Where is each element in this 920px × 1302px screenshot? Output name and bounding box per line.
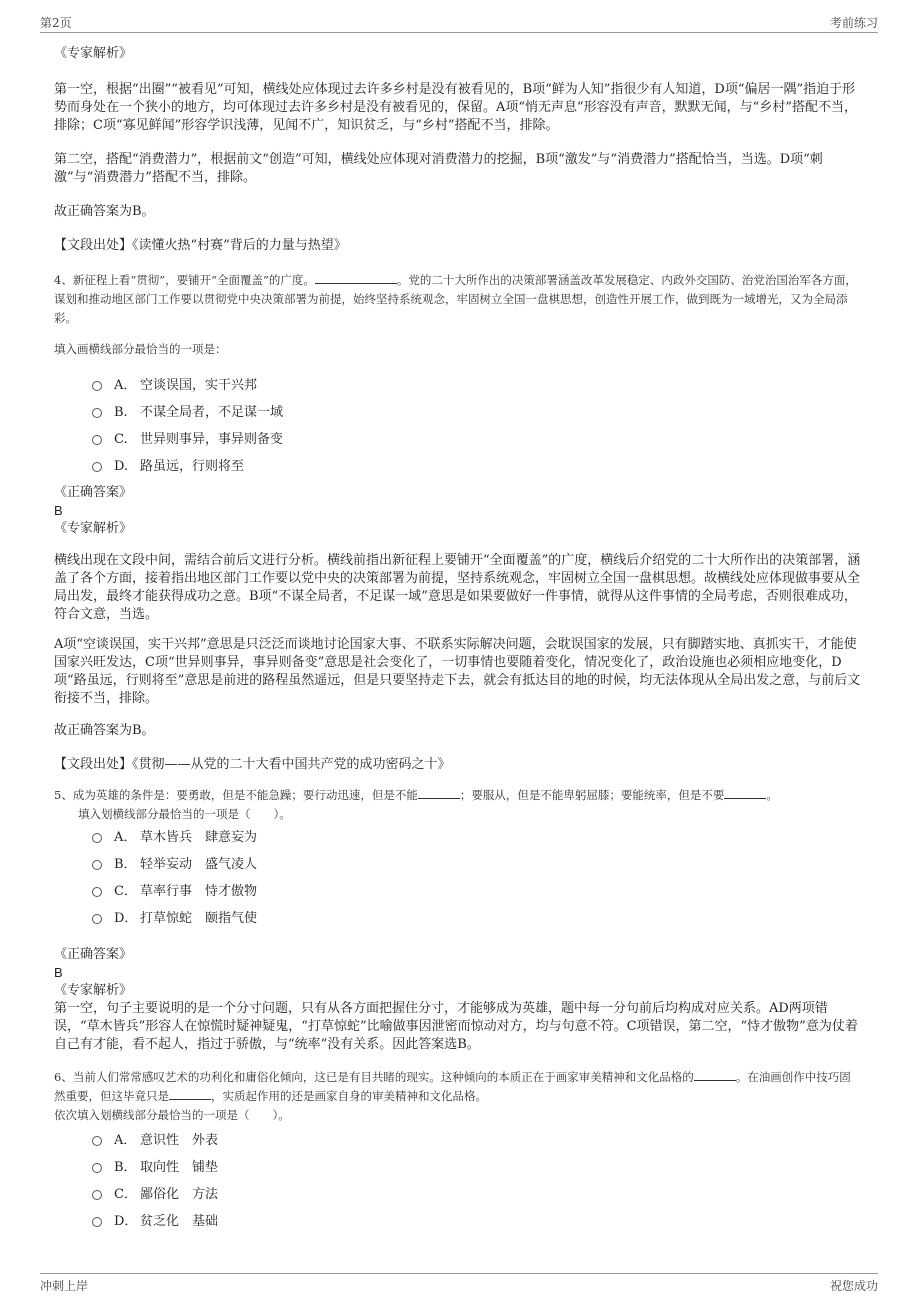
q4-analysis-p1: 横线出现在文段中间，需结合前后文进行分析。横线前指出新征程上要铺开“全面覆盖”的广度，横线后介绍党的二十大所作出的决策部署，涵盖了各个方面，接着指出地区部门工作要以党中央的决策部署为前提，坚持系统观念，牢固树立全国一盘棋思想。故横线处应体现做事要从全局出发，最终才能获得成功之意。B项“不谋全局者，不足谋一域”意思是如果要做好一件事情，就得从这件事情的全局考虑，否则很难成功，符合文意，当选。 [54,553,861,622]
q6-stem: 6、当前人们常常感叹艺术的功利化和庸俗化倾向，这已是有目共睹的现实。这种倾向的本质正在于画家审美精神和文化品格的 。在油画创作中技巧固然重要，但这毕竟只是 ，实质起作用的还是画家自身的审美精神和文化品格。 [54,1070,851,1103]
q6-option-c[interactable]: C． 鄙俗化 方法 [92,1181,862,1208]
radio-icon[interactable] [92,462,102,472]
q5-option-d[interactable]: D． 打草惊蛇 颐指气使 [92,905,862,932]
page-footer [40,1273,878,1299]
radio-icon[interactable] [92,408,102,418]
q3-analysis-p1: 第一空，根据“出圈”“被看见”可知，横线处应体现过去许多乡村是没有被看见的，B项“鲜为人知”指很少有人知道，D项“偏居一隅”指迫于形势而身处在一个狭小的地方，均可体现过去许多乡村是没有被看见的，保留。A项“悄无声息”形容没有声音，默默无闻，与“乡村”搭配不当，排除；C项“寡见鲜闻”形容学识浅薄，见闻不广，知识贫乏，与“乡村”搭配不当，排除。 [54,82,857,133]
q4-option-d[interactable]: D. 路虽远，行则将至 [92,453,862,480]
q6-option-a[interactable]: A． 意识性 外表 [92,1127,862,1154]
page-number: 第2页 [40,16,72,30]
q6-prompt: 依次填入划横线部分最恰当的一项是（ ）。 [54,1108,290,1122]
radio-icon[interactable] [92,1190,102,1200]
q4-blank [315,271,397,284]
q4-option-c[interactable]: C. 世异则事异，事异则备变 [92,426,862,453]
page-content [54,42,862,1235]
q5-blank-2 [724,786,766,799]
radio-icon[interactable] [92,1163,102,1173]
q5-answer-label: 《正确答案》 [54,947,133,962]
q5-option-b[interactable]: B． 轻举妄动 盛气凌人 [92,851,862,878]
q4-answer-label: 《正确答案》 [54,485,133,500]
q3-source: 【文段出处】《读懂火热“村赛”背后的力量与热望》 [54,238,347,253]
q5-blank-1 [418,786,460,799]
q5-prompt: 填入划横线部分最恰当的一项是（ ）。 [78,807,291,821]
q5-option-c[interactable]: C． 草率行事 恃才傲物 [92,878,862,905]
q5-answer: B [54,965,63,980]
footer-left-text: 冲刺上岸 [40,1279,89,1293]
radio-icon[interactable] [92,860,102,870]
radio-icon[interactable] [92,833,102,843]
q4-options [54,372,862,480]
q6-option-d[interactable]: D． 贫乏化 基础 [92,1208,862,1235]
q6-options [54,1127,862,1235]
q4-expert-label: 《专家解析》 [54,521,133,536]
footer-right-text: 祝您成功 [829,1279,878,1293]
radio-icon[interactable] [92,435,102,445]
q6-option-b[interactable]: B． 取向性 铺垫 [92,1154,862,1181]
q5-expert-label: 《专家解析》 [54,983,133,998]
page-header [40,10,878,33]
q4-stem: 4、新征程上看“贯彻”，要铺开“全面覆盖”的广度。 。党的二十大所作出的决策部署涵盖改革发展稳定、内政外交国防、治党治国治军各方面，谋划和推动地区部门工作要以贯彻党中央决策部署为前提，始终坚持系统观念，牢固树立全国一盘棋思想，创造性开展工作，做到既为一域增光，又为全局添彩。 [54,273,857,325]
q5-stem: 5、成为英雄的条件是：要勇敢，但是不能急躁；要行动迅速，但是不能 ；要服从，但是不能卑躬屈膝；要能统率，但是不要 。 [54,788,778,802]
radio-icon[interactable] [92,381,102,391]
q6-blank-2 [169,1087,211,1100]
radio-icon[interactable] [92,1136,102,1146]
q4-analysis-p2: A项“空谈误国，实干兴邦”意思是只泛泛而谈地讨论国家大事、不联系实际解决问题，会耽误国家的发展，只有脚踏实地、真抓实干，才能使国家兴旺发达，C项“世异则事异，事异则备变”意思是社会变化了，一切事情也要随着变化，情况变化了，政治设施也必须相应地变化，D项“路虽远，行则将至”意思是前进的路程虽然遥远，但是只要坚持走下去，就会有抵达目的地的时候，均无法体现从全局出发之意，与前后文衔接不当，排除。 [54,637,861,706]
q4-option-a[interactable]: A． 空谈误国，实干兴邦 [92,372,862,399]
q6-blank-1 [694,1068,736,1081]
q5-option-a[interactable]: A． 草木皆兵 肆意妄为 [92,824,862,851]
q4-answer: B [54,503,63,518]
radio-icon[interactable] [92,914,102,924]
q3-conclusion: 故正确答案为B。 [54,204,155,219]
q4-prompt: 填入画横线部分最恰当的一项是： [54,342,227,356]
q3-analysis-p2: 第二空，搭配“消费潜力”，根据前文“创造”可知，横线处应体现对消费潜力的挖掘，B项“激发”与“消费潜力”搭配恰当，当选。D项“刺激”与“消费潜力”搭配不当，排除。 [54,152,823,185]
q4-conclusion: 故正确答案为B。 [54,723,155,738]
q5-options [54,824,862,932]
header-title: 考前练习 [829,16,878,30]
q3-expert-label: 《专家解析》 [54,46,133,61]
radio-icon[interactable] [92,1217,102,1227]
q4-source: 【文段出处】《贯彻——从党的二十大看中国共产党的成功密码之十》 [54,757,451,772]
q4-option-b[interactable]: B. 不谋全局者，不足谋一域 [92,399,862,426]
q5-analysis-p1: 第一空，句子主要说明的是一个分寸问题，只有从各方面把握住分寸，才能够成为英雄，题中每一分句前后均构成对应关系。AD两项错误，“草木皆兵”形容人在惊慌时疑神疑鬼，“打草惊蛇”比喻做事因泄密而惊动对方，均与句意不符。C项错误，第二空，“恃才傲物”意为仗着自己有才能，看不起人，指过于骄傲，与“统率”没有关系。因此答案选B。 [54,1001,858,1052]
radio-icon[interactable] [92,887,102,897]
